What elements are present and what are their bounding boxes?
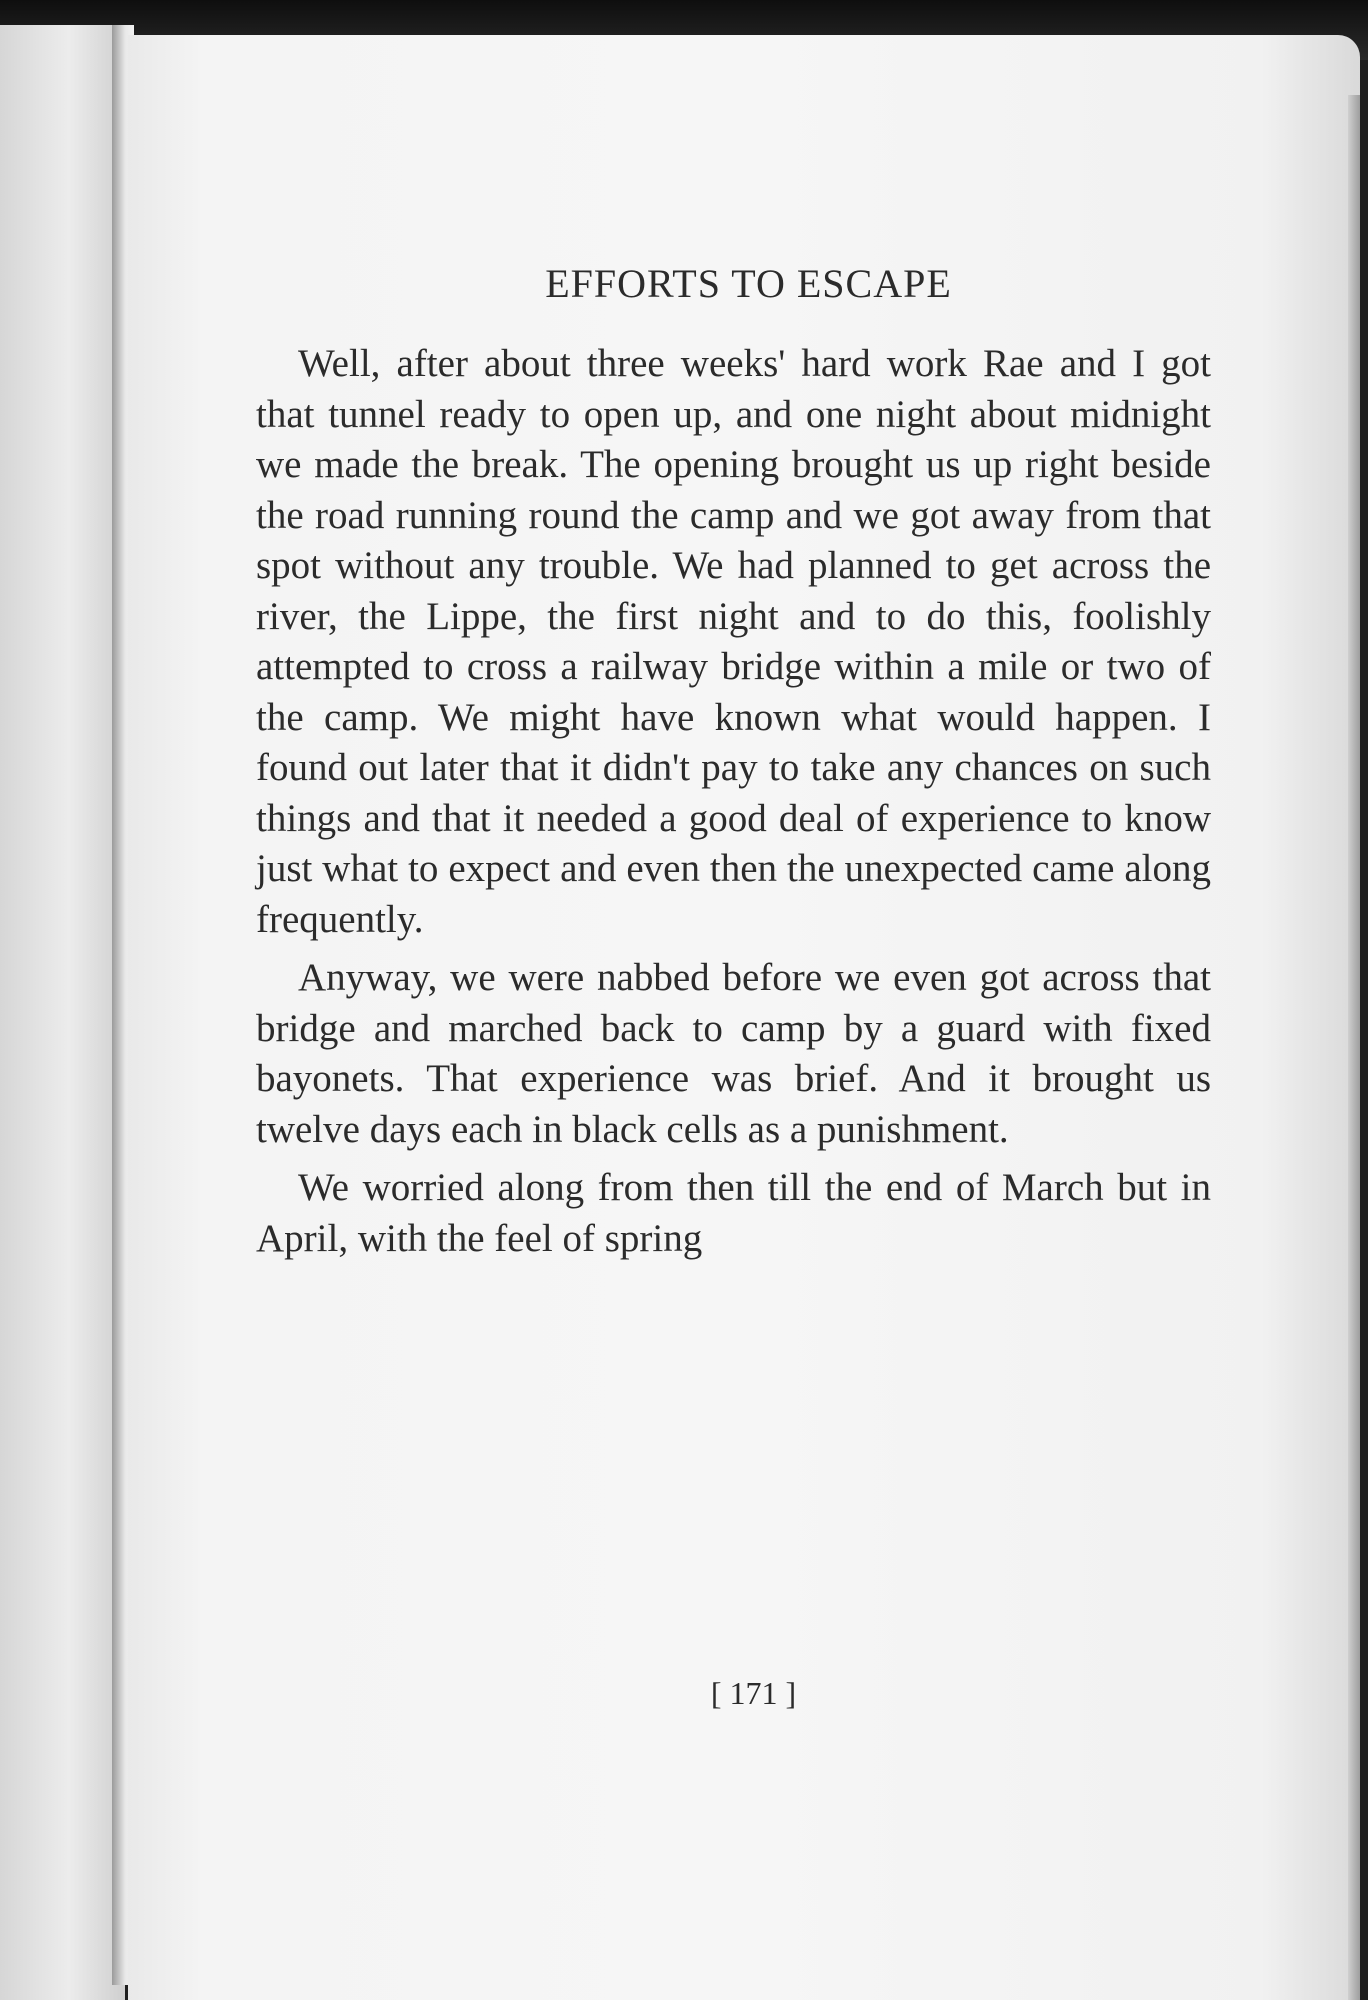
page-edge [1348,95,1360,2000]
page-content [256,260,1211,1272]
page-number: [ 171 ] [710,1675,797,1711]
book-page [128,35,1360,2000]
paragraph-1: Well, after about three weeks' hard work Rae and I got that tunnel ready to open up, and one night about midnight we made the break. The opening brought us up right beside the road running round the camp and we got away from that spot without any trouble. We had planned to get across the river, the Lippe, the first night and to do this, foolishly attempted to cross a railway bridge within a mile or two of the camp. We might have known what would happen. I found out later that it didn't pay to take any chances on such things and that it needed a good deal of experience to know just what to expect and even then the unexpected came along frequently. [256,342,1211,941]
running-head: EFFORTS TO ESCAPE [545,261,952,306]
paragraph-2: Anyway, we were nabbed before we even got across that bridge and marched back to camp by a guard with fixed bayonets. That experience was brief. And it brought us twelve days each in black cells as a punishment. [256,956,1211,1151]
left-facing-page [0,25,125,2000]
paragraph-3: We worried along from then till the end of March but in April, with the feel of spring [256,1166,1211,1260]
